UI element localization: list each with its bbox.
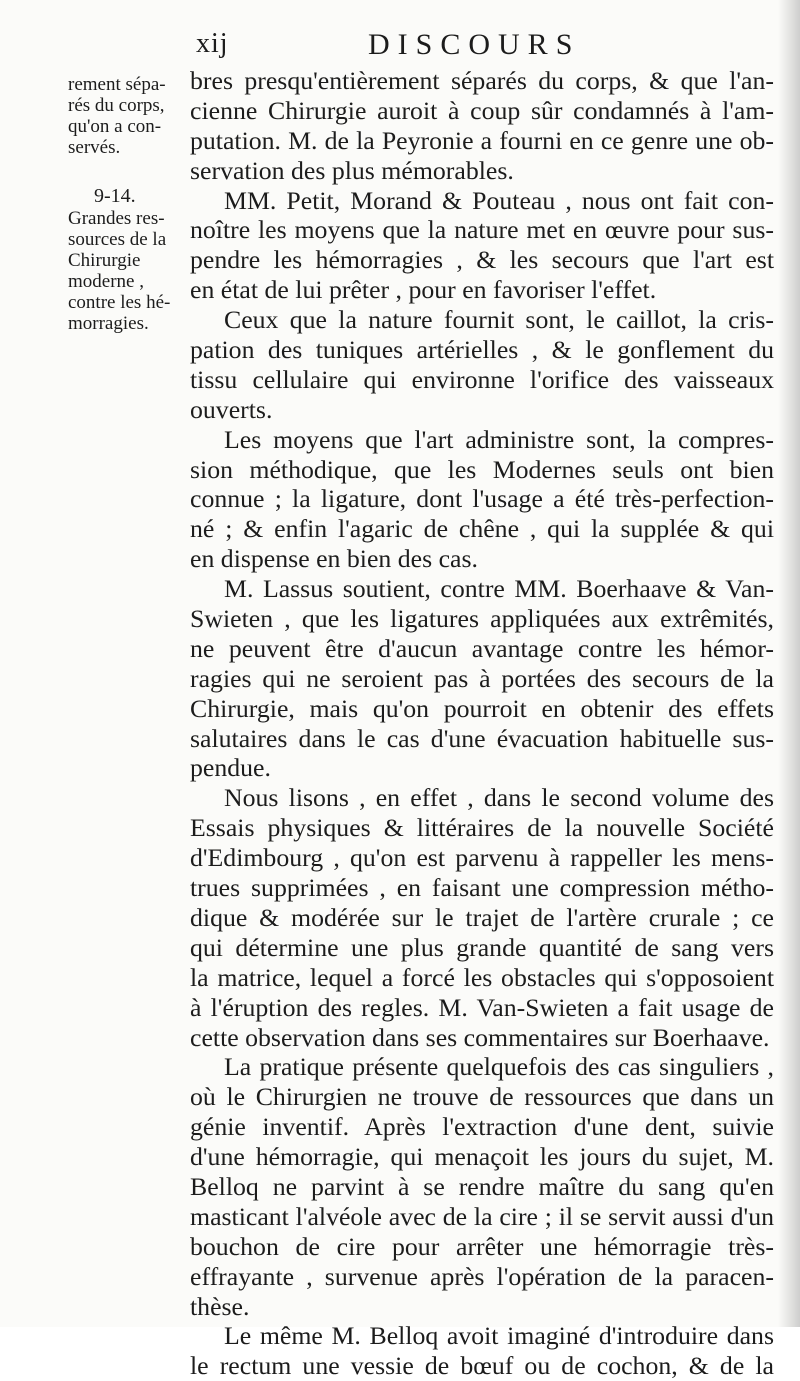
page-number: xij xyxy=(196,28,229,59)
text-line: à l'éruption des regles. M. Van-Swieten a fait usage de xyxy=(190,992,774,1022)
text-line: connue ; la ligature, dont l'usage a été très-perfection- xyxy=(190,484,774,514)
text-line: salutaires dans le cas d'une évacuation habituelle sus- xyxy=(190,723,774,753)
text-line: pendue. xyxy=(190,753,271,783)
text-line: en état de lui prêter , pour en favoriser l'effet. xyxy=(190,275,657,305)
body-text xyxy=(190,66,774,1381)
margin-note-line: contre les hé- xyxy=(68,292,171,313)
running-title: DISCOURS xyxy=(368,28,581,61)
margin-note-line: rés du corps, xyxy=(68,95,165,116)
text-line: noître les moyens que la nature met en œuvre pour sus- xyxy=(190,215,774,245)
text-line: qui détermine une plus grande quantité de sang vers xyxy=(190,932,774,962)
text-line: Chirurgie, mais qu'on pourroit en obtenir des effets xyxy=(190,693,774,723)
text-line: cette observation dans ses commentaires sur Boerhaave. xyxy=(190,1022,770,1052)
text-line: d'Edimbourg , qu'on est parvenu à rappeller les mens- xyxy=(190,843,774,873)
text-line: dique & modérée sur le trajet de l'artère crurale ; ce xyxy=(190,902,774,932)
text-line: en dispense en bien des cas. xyxy=(190,544,478,574)
text-line: masticant l'alvéole avec de la cire ; il se servit aussi d'un xyxy=(190,1201,774,1231)
text-line: né ; & enfin l'agaric de chêne , qui la supplée & qui xyxy=(190,514,774,544)
text-line: bres presqu'entièrement séparés du corps, & que l'an- xyxy=(190,66,774,95)
margin-note-line: morragies. xyxy=(68,313,149,334)
text-line: M. Lassus soutient, contre MM. Boerhaave & Van- xyxy=(224,574,774,604)
margin-note-line: moderne , xyxy=(68,271,144,292)
text-line: Nous lisons , en effet , dans le second volume des xyxy=(224,783,774,813)
margin-note-line: Chirurgie xyxy=(68,250,141,271)
margin-note-separated-limbs xyxy=(68,74,190,158)
text-line: servation des plus mémorables. xyxy=(190,155,514,185)
text-line: d'une hémorragie, qui menaçoit les jours du sujet, M. xyxy=(190,1142,774,1172)
text-line: putation. M. de la Peyronie a fourni en ce genre une ob- xyxy=(190,125,774,155)
margin-note-hemorrhages xyxy=(68,208,190,334)
text-line: où le Chirurgien ne trouve de ressources que dans un xyxy=(190,1082,774,1112)
text-line: bouchon de cire pour arrêter une hémorragie très- xyxy=(190,1231,774,1261)
margin-reference: 9-14. xyxy=(94,185,136,207)
text-line: pendre les hémorragies , & les secours que l'art est xyxy=(190,245,774,275)
text-line: effrayante , survenue après l'opération de la paracen- xyxy=(190,1261,774,1291)
text-line: Belloq ne parvint à se rendre maître du sang qu'en xyxy=(190,1171,774,1201)
text-line: La pratique présente quelquefois des cas singuliers , xyxy=(224,1052,774,1082)
text-line: le rectum une vessie de bœuf ou de cochon, & de la xyxy=(190,1351,774,1381)
margin-note-line: qu'on a con- xyxy=(68,116,162,137)
text-line: la matrice, lequel a forcé les obstacles qui s'opposoient xyxy=(190,962,774,992)
text-line: Swieten , que les ligatures appliquées aux extrêmités, xyxy=(190,604,774,634)
margin-note-line: rement sépa- xyxy=(68,74,166,95)
text-line: Les moyens que l'art administre sont, la compres- xyxy=(224,424,774,454)
text-line: tissu cellulaire qui environne l'orifice des vaisseaux xyxy=(190,364,774,394)
page-header xyxy=(190,28,780,68)
text-line: thèse. xyxy=(190,1291,250,1321)
text-line: Le même M. Belloq avoit imaginé d'introduire dans xyxy=(224,1321,774,1351)
margin-note-line: Grandes res- xyxy=(68,208,165,229)
text-line: cienne Chirurgie auroit à coup sûr condamnés à l'am- xyxy=(190,95,774,125)
text-line: Ceux que la nature fournit sont, le caillot, la cris- xyxy=(224,305,774,335)
text-line: trues supprimées , en faisant une compression métho- xyxy=(190,873,774,903)
text-line: ragies qui ne seroient pas à portées des secours de la xyxy=(190,663,774,693)
text-line: MM. Petit, Morand & Pouteau , nous ont fait con- xyxy=(224,185,774,215)
text-line: génie inventif. Après l'extraction d'une dent, suivie xyxy=(190,1112,774,1142)
text-line: ouverts. xyxy=(190,394,273,424)
page-edge-shadow xyxy=(778,0,800,1327)
text-line: pation des tuniques artérielles , & le gonflement du xyxy=(190,335,774,365)
text-line: sion méthodique, que les Modernes seuls ont bien xyxy=(190,454,774,484)
margin-note-line: servés. xyxy=(68,137,121,158)
margin-note-line: sources de la xyxy=(68,229,167,250)
text-line: Essais physiques & littéraires de la nouvelle Société xyxy=(190,813,774,843)
text-line: ne peuvent être d'aucun avantage contre les hémor- xyxy=(190,633,774,663)
